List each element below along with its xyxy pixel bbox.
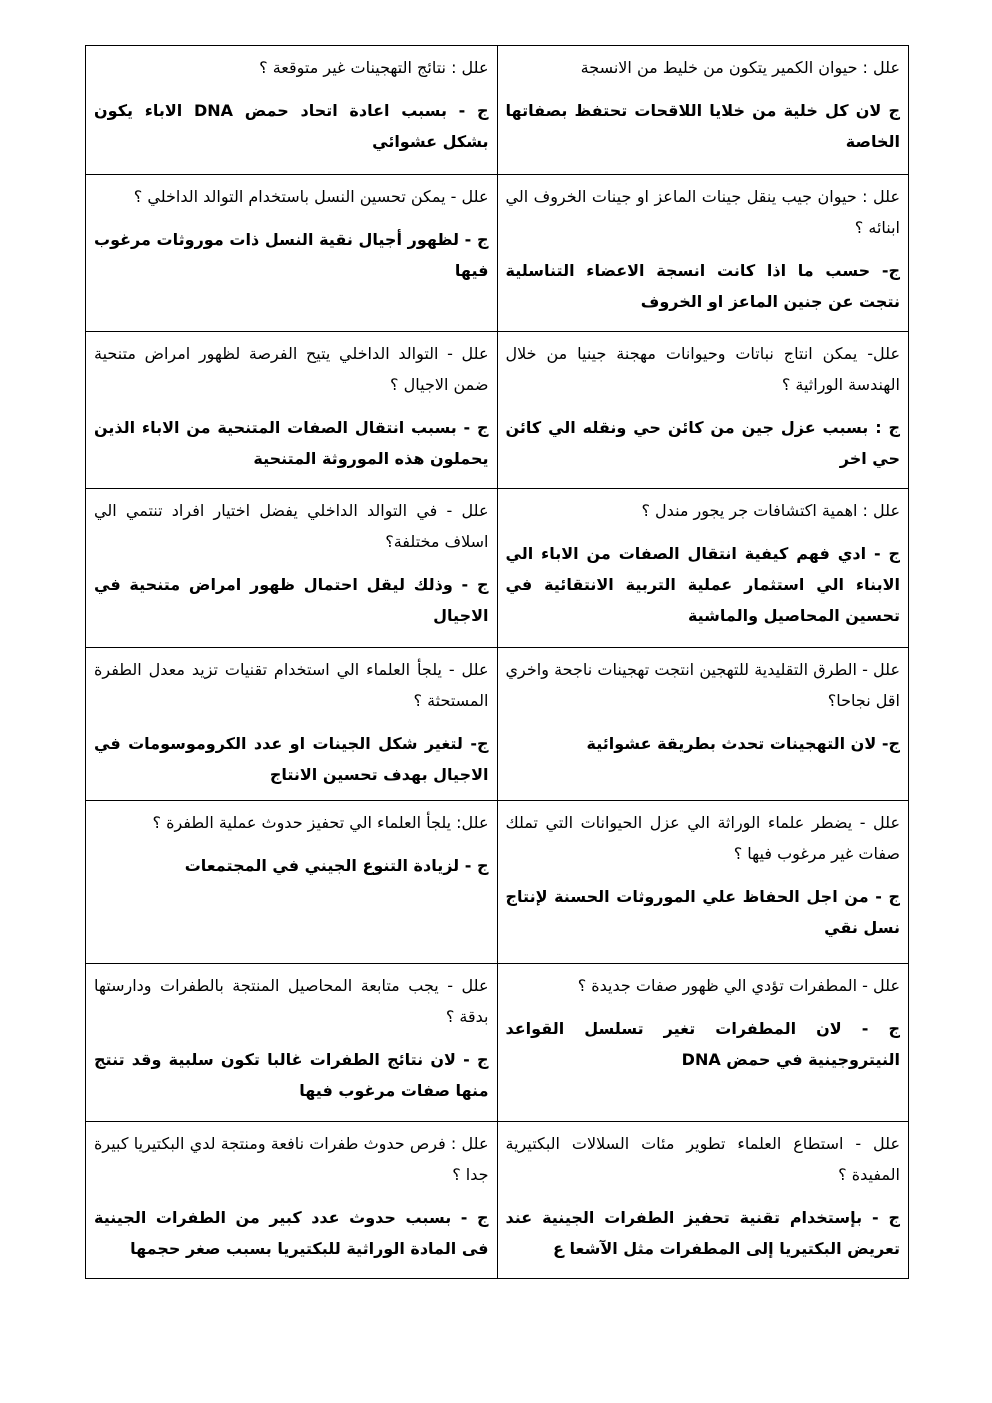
answer-text: ج - بإستخدام تقنية تحفيز الطفرات الجينية عند تعريض البكتيريا إلى المطفرات مثل الآشعا ع	[505, 1208, 900, 1258]
table-row	[86, 489, 909, 648]
qa-cell	[86, 801, 498, 964]
question-text: علل- يمكن انتاج نباتات وحيوانات مهجنة جينيا من خلال الهندسة الوراثية ؟	[505, 344, 900, 394]
table-row	[86, 801, 909, 964]
question-text: علل - الطرق التقليدية للتهجين انتجت تهجينات ناجحة واخري اقل نجاحا؟	[505, 660, 900, 710]
question-text: علل - يمكن تحسين النسل باستخدام التوالد الداخلي ؟	[133, 187, 489, 206]
qa-cell	[86, 332, 498, 489]
qa-cell	[497, 175, 909, 332]
qa-cell	[86, 1122, 498, 1279]
question-text: علل - في التوالد الداخلي يفضل اختيار افراد تنتمي الي اسلاف مختلفة؟	[94, 501, 489, 551]
answer-text: ج - بسبب انتقال الصفات المتنحية من الاباء الذين يحملون هذه الموروثة المتنحية	[94, 418, 489, 468]
table-row	[86, 332, 909, 489]
qa-cell	[497, 489, 909, 648]
question-text: علل: يلجأ العلماء الي تحفيز حدوث عملية الطفرة ؟	[152, 813, 489, 832]
question-text: علل - يضطر علماء الوراثة الي عزل الحيوانات التي تملك صفات غير مرغوب فيها ؟	[505, 813, 900, 863]
qa-cell	[86, 964, 498, 1122]
table-row	[86, 175, 909, 332]
answer-text: ج - بسبب اعادة اتحاد حمض DNA الاباء يكون بشكل عشوائي	[94, 101, 489, 151]
table-row	[86, 648, 909, 801]
table-row	[86, 964, 909, 1122]
question-text: علل : اهمية اكتشافات جر يجور مندل ؟	[641, 501, 900, 520]
table-row	[86, 1122, 909, 1279]
answer-text: ج لان كل خلية من خلايا اللاقحات تحتفظ بصفاتها الخاصة	[505, 101, 900, 151]
question-text: علل - يلجأ العلماء الي استخدام تقنيات تزيد معدل الطفرة المستحثة ؟	[94, 660, 489, 710]
qa-cell	[497, 332, 909, 489]
answer-text: ج : بسبب عزل جين من كائن حي ونقله الي كائن حي اخر	[505, 418, 900, 468]
qa-cell	[86, 46, 498, 175]
answer-text: ج - لزيادة التنوع الجيني في المجتمعات	[184, 856, 489, 875]
question-text: علل : نتائج التهجينات غير متوقعة ؟	[259, 58, 489, 77]
answer-text: ج - ادي فهم كيفية انتقال الصفات من الاباء الي الابناء الي استثمار عملية التربية الانتقائية في تحسين المحاصيل والماشية	[505, 544, 900, 625]
table-row	[86, 46, 909, 175]
question-text: علل - استطاع العلماء تطوير مئات السلالات البكتيرية المفيدة ؟	[505, 1134, 900, 1184]
answer-text: ج - من اجل الحفاظ علي الموروثات الحسنة لإنتاج نسل نقي	[505, 887, 900, 937]
answer-text: ج- حسب ما اذا كانت انسجة الاعضاء التناسلية نتجت عن جنين الماعز او الخروف	[505, 261, 900, 311]
qa-cell	[497, 1122, 909, 1279]
question-text: علل : حيوان جيب ينقل جينات الماعز او جينات الخروف الي ابنائه ؟	[505, 187, 900, 237]
qa-cell	[497, 46, 909, 175]
question-text: علل : حيوان الكمير يتكون من خليط من الانسجة	[580, 58, 900, 77]
answer-text: ج- لتغير شكل الجينات او عدد الكروموسومات في الاجيال بهدف تحسين الانتاج	[94, 734, 489, 784]
qa-cell	[497, 964, 909, 1122]
qa-cell	[497, 801, 909, 964]
qa-cell	[86, 648, 498, 801]
answer-text: ج - بسبب حدوث عدد كبير من الطفرات الجينية فى المادة الوراثية للبكتيريا بسبب صغر حجمها	[94, 1208, 489, 1258]
question-text: علل - التوالد الداخلي يتيح الفرصة لظهور امراض متنحية ضمن الاجيال ؟	[94, 344, 489, 394]
answer-text: ج - لان المطفرات تغير تسلسل القواعد النيتروجينية في حمض DNA	[505, 1019, 900, 1069]
answer-text: ج- لان التهجينات تحدث بطريقة عشوائية	[586, 734, 900, 753]
qa-cell	[497, 648, 909, 801]
answer-text: ج - وذلك ليقل احتمال ظهور امراض متنحية في الاجيال	[94, 575, 489, 625]
question-text: علل - يجب متابعة المحاصيل المنتجة بالطفرات ودارستها بدقة ؟	[94, 976, 489, 1026]
qa-cell	[86, 175, 498, 332]
qa-table	[85, 45, 909, 1279]
question-text: علل : فرص حدوث طفرات نافعة ومنتجة لدي البكتيريا كبيرة جدا ؟	[94, 1134, 489, 1184]
answer-text: ج - لظهور أجيال نقية النسل ذات موروثات مرغوب فيها	[94, 230, 489, 280]
answer-text: ج - لان نتائج الطفرات غالبا تكون سلبية وقد تنتج منها صفات مرغوب فيها	[94, 1050, 489, 1100]
question-text: علل - المطفرات تؤدي الي ظهور صفات جديدة ؟	[577, 976, 900, 995]
qa-cell	[86, 489, 498, 648]
